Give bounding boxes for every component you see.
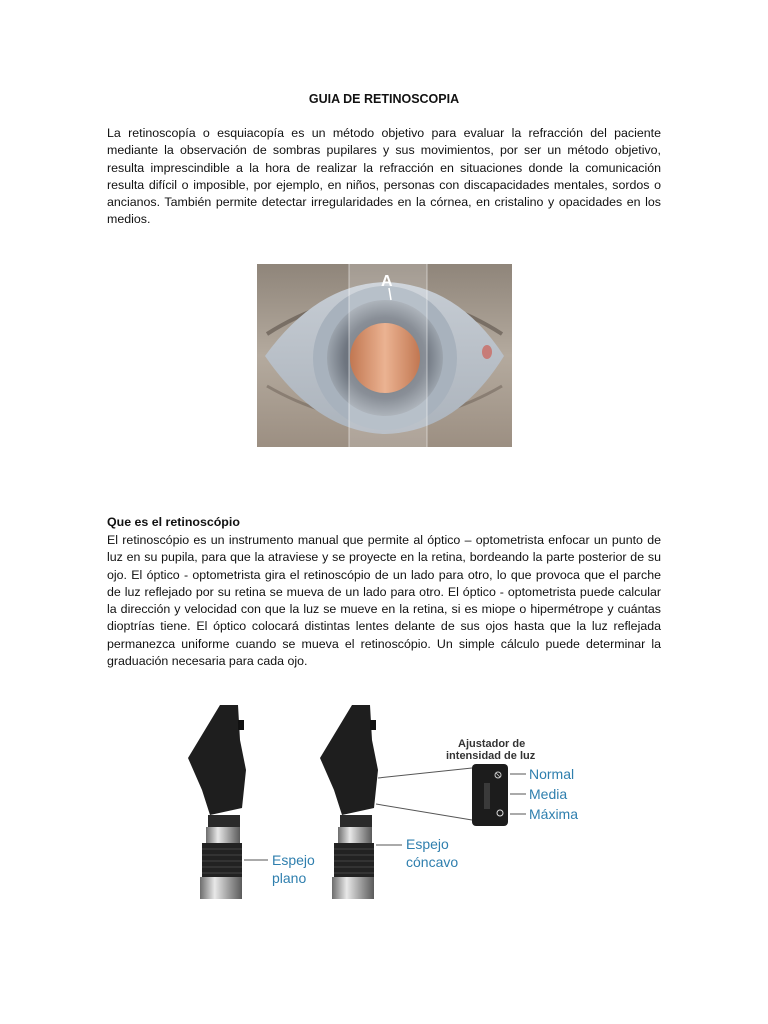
mirror-concavo-label-line2: cóncavo (406, 854, 459, 870)
light-intensity-adjuster (472, 764, 526, 826)
intro-paragraph: La retinoscopía o esquiacopía es un método objetivo para evaluar la refracción del paciente mediante la observación de sombras pupilares y sus movimientos, por ser un método objetivo, resulta imprescindible a la hora de realizar la refracción en situaciones donde la comunicación resulta difícil o imposible, por ejemplo, en niños, personas con discapacidades mentales, sordos o ancianos. También permite detectar irregularidades en la córnea, en cristalino y opacidades en los medios. (107, 126, 661, 227)
setting-maxima-label: Máxima (529, 806, 579, 822)
page-title: GUIA DE RETINOSCOPIA (308, 92, 460, 106)
setting-media-label: Media (529, 786, 568, 802)
retinoscope-plano (188, 705, 268, 899)
eye-marker-label: A (381, 273, 393, 290)
setting-normal-label: Normal (529, 766, 575, 782)
section-paragraph: El retinoscópio es un instrumento manual que permite al óptico – optometrista enfocar un punto de luz en su pupila, para que la atraviese y se proyecte en la retina, bordeando la parte posterior de su ojo. El óptico - optometrista gira el retinoscópio de un lado para otro, lo que provoca que el parche de luz reflejado por su retina se mueva de un lado para otro. El óptico - optometrista puede calcular la dirección y velocidad con que la luz se mueve en la retina, si es miope o hipermétrope y cuántas dioptrías tiene. El óptico colocará distintas lentes delante de sus ojos hasta que la luz reflejada permanezca uniforme cuando se mueva el retinoscópio. Un simple cálculo puede determinar la graduación necesaria para cada ojo. (107, 533, 661, 669)
eye-reflex-illustration (257, 264, 512, 447)
adjuster-title-line1: Ajustador de (458, 738, 526, 750)
adjuster-title-line2: intensidad de luz (446, 750, 536, 762)
mirror-plano-label-line1: Espejo (272, 852, 315, 868)
mirror-concavo-label-line1: Espejo (406, 836, 449, 852)
mirror-plano-label-line2: plano (272, 870, 307, 886)
section-heading: Que es el retinoscópio (107, 515, 240, 529)
retinoscope-illustration (180, 700, 590, 905)
